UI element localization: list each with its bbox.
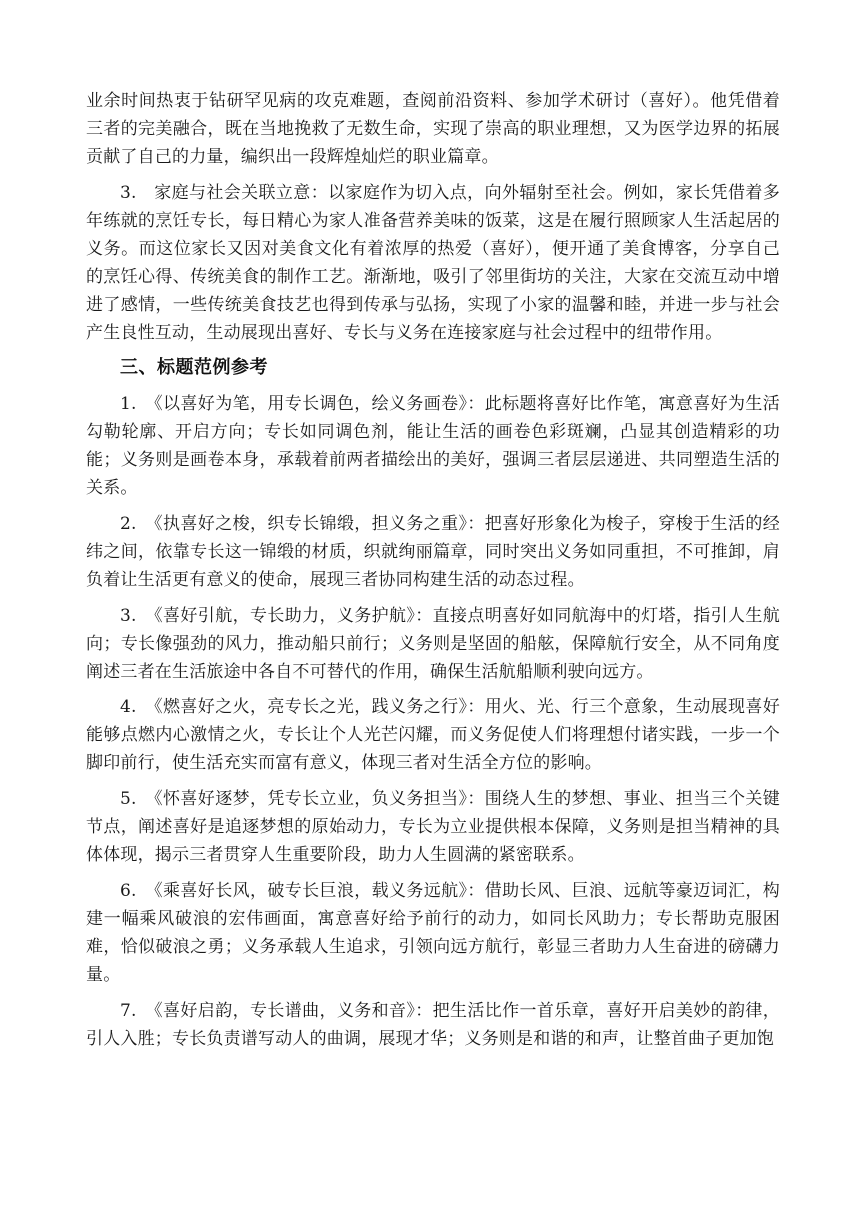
example-item-2: 2. 《执喜好之梭，织专长锦缎，担义务之重》：把喜好形象化为梭子，穿梭于生活的经纬之间，依靠专长这一锦缎的材质，织就绚丽篇章，同时突出义务如同重担，不可推卸，肩负着让生活更有意义的使命，展现三者协同构建生活的动态过程。: [86, 514, 780, 591]
paragraph-continuation: 业余时间热衷于钻研罕见病的攻克难题，查阅前沿资料、参加学术研讨（喜好）。他凭借着三者的完美融合，既在当地挽救了无数生命，实现了崇高的职业理想，又为医学边界的拓展贡献了自己的力量，编织出一段辉煌灿烂的职业篇章。: [86, 91, 780, 167]
section-heading: 三、标题范例参考: [120, 357, 268, 379]
paragraph-point-3: 3. 家庭与社会关联立意：以家庭作为切入点，向外辐射至社会。例如，家长凭借着多年练就的烹饪专长，每日精心为家人准备营养美味的饭菜，这是在履行照顾家人生活起居的义务。而这位家长又因对美食文化有着浓厚的热爱（喜好），便开通了美食博客，分享自己的烹饪心得、传统美食的制作工艺。渐渐地，吸引了邻里街坊的关注，大家在交流互动中增进了感情，一些传统美食技艺也得到传承与弘扬，实现了小家的温馨和睦，并进一步与社会产生良性互动，生动展现出喜好、专长与义务在连接家庭与社会过程中的纽带作用。: [86, 182, 780, 343]
example-item-4: 4. 《燃喜好之火，亮专长之光，践义务之行》：用火、光、行三个意象，生动展现喜好能够点燃内心激情之火，专长让个人光芒闪耀，而义务促使人们将理想付诸实践，一步一个脚印前行，使生活充实而富有意义，体现三者对生活全方位的影响。: [86, 697, 780, 774]
example-item-1: 1. 《以喜好为笔，用专长调色，绘义务画卷》：此标题将喜好比作笔，寓意喜好为生活勾勒轮廓、开启方向；专长如同调色剂，能让生活的画卷色彩斑斓，凸显其创造精彩的功能；义务则是画卷本身，承载着前两者描绘出的美好，强调三者层层递进、共同塑造生活的关系。: [86, 394, 780, 499]
example-item-3: 3. 《喜好引航，专长助力，义务护航》：直接点明喜好如同航海中的灯塔，指引人生航向；专长像强劲的风力，推动船只前行；义务则是坚固的船舷，保障航行安全，从不同角度阐述三者在生活旅途中各自不可替代的作用，确保生活航船顺利驶向远方。: [86, 605, 780, 682]
example-item-7: 7. 《喜好启韵，专长谱曲，义务和音》：把生活比作一首乐章，喜好开启美妙的韵律，引人入胜；专长负责谱写动人的曲调，展现才华；义务则是和谐的和声，让整首曲子更加饱: [86, 1000, 780, 1049]
example-item-5: 5. 《怀喜好逐梦，凭专长立业，负义务担当》：围绕人生的梦想、事业、担当三个关键节点，阐述喜好是追逐梦想的原始动力，专长为立业提供根本保障，义务则是担当精神的具体体现，揭示三者贯穿人生重要阶段，助力人生圆满的紧密联系。: [86, 789, 780, 866]
example-item-6: 6. 《乘喜好长风，破专长巨浪，载义务远航》：借助长风、巨浪、远航等豪迈词汇，构建一幅乘风破浪的宏伟画面，寓意喜好给予前行的动力，如同长风助力；专长帮助克服困难，恰似破浪之勇；义务承载人生追求，引领向远方航行，彰显三者助力人生奋进的磅礴力量。: [86, 880, 780, 985]
document-body: [86, 87, 780, 1060]
